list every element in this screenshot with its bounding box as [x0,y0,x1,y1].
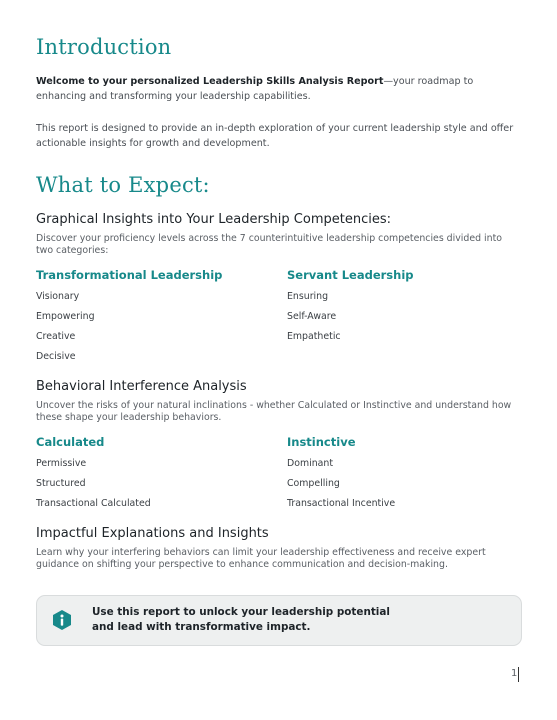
intro-title: Introduction [36,35,172,59]
list-item: Permissive [36,458,87,469]
list-item: Empowering [36,311,95,322]
list-item: Structured [36,478,86,489]
callout-line-2: and lead with transformative impact. [92,621,311,633]
transformational-leadership-list [36,287,95,367]
servant-leadership-title: Servant Leadership [287,268,414,282]
callout-line-1: Use this report to unlock your leadership potential [92,606,390,618]
list-item: Ensuring [287,291,329,302]
list-item: Transactional Calculated [36,498,151,509]
behavioral-analysis-desc: Uncover the risks of your natural inclinations - whether Calculated or Instinctive and understand how these shape your leadership behaviors. [36,400,512,423]
intro-welcome-bold: Welcome to your personalized Leadership Skills Analysis Report [36,76,384,87]
callout-message [92,605,390,635]
graphical-insights-desc: Discover your proficiency levels across the 7 counterintuitive leadership competencies divided into two categories: [36,233,503,256]
list-item: Creative [36,331,76,342]
info-hexagon-icon [51,609,73,631]
graphical-insights-heading: Graphical Insights into Your Leadership Competencies: [36,212,391,227]
expect-title: What to Expect: [36,173,210,197]
calculated-title: Calculated [36,435,105,449]
intro-paragraph-1 [36,74,522,104]
list-item: Compelling [287,478,340,489]
behavioral-analysis-heading: Behavioral Interference Analysis [36,379,247,394]
list-item: Visionary [36,291,80,302]
impactful-heading: Impactful Explanations and Insights [36,526,269,541]
calculated-list [36,454,151,514]
list-item: Self-Aware [287,311,337,322]
list-item: Decisive [36,351,76,362]
instinctive-title: Instinctive [287,435,356,449]
intro-welcome-rest: —your roadmap to enhancing and transforming your leadership capabilities. [36,76,474,102]
intro-paragraph-2: This report is designed to provide an in-depth exploration of your current leadership style and offer actionable insights for growth and development. [36,123,514,149]
servant-leadership-list [287,287,341,347]
callout-box [36,595,522,646]
transformational-leadership-title: Transformational Leadership [36,268,223,282]
page-number: 1 [511,668,518,679]
list-item: Transactional Incentive [287,498,396,509]
impactful-desc: Learn why your interfering behaviors can limit your leadership effectiveness and receive expert guidance on shifting your perspective to enhance communication and decision-making. [36,547,486,570]
list-item: Dominant [287,458,333,469]
text-cursor [518,667,519,682]
instinctive-list [287,454,395,514]
list-item: Empathetic [287,331,341,342]
